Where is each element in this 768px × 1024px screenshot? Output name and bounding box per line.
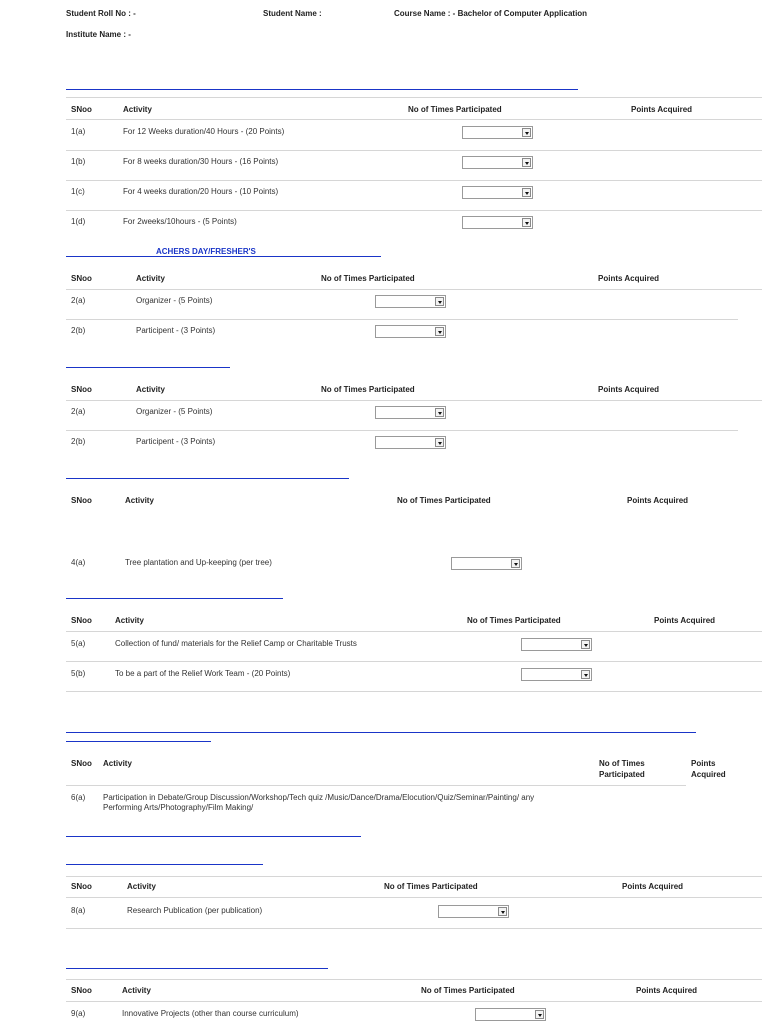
row-divider	[66, 180, 762, 181]
section-title-underline	[66, 741, 211, 742]
row-sno: 1(c)	[71, 187, 85, 196]
col-header-activity: Activity	[136, 274, 165, 283]
col-header-points: Points Acquired	[598, 385, 660, 394]
times-participated-select[interactable]	[462, 156, 533, 169]
row-divider	[66, 319, 738, 320]
section-title-underline	[66, 836, 361, 837]
col-header-activity: Activity	[136, 385, 165, 394]
chevron-down-icon	[581, 640, 590, 649]
times-participated-select[interactable]	[521, 638, 592, 651]
col-header-points-line2: Acquired	[691, 770, 726, 779]
times-participated-select[interactable]	[375, 325, 446, 338]
row-activity: Organizer - (5 Points)	[136, 407, 213, 416]
row-divider	[66, 631, 762, 632]
institute-name-label: Institute Name : -	[66, 30, 131, 39]
row-activity: Participent - (3 Points)	[136, 326, 216, 335]
col-header-sno: SNoo	[71, 496, 92, 505]
chevron-down-icon	[435, 408, 444, 417]
row-sno: 1(a)	[71, 127, 86, 136]
col-header-points: Points Acquired	[622, 882, 684, 891]
col-header-points: Points Acquired	[598, 274, 660, 283]
col-header-sno: SNoo	[71, 882, 92, 891]
row-sno: 5(b)	[71, 669, 86, 678]
row-sno: 8(a)	[71, 906, 86, 915]
row-divider	[66, 928, 762, 929]
chevron-down-icon	[522, 128, 531, 137]
student-roll-label: Student Roll No : -	[66, 9, 136, 18]
section-title-underline	[66, 732, 696, 733]
row-activity: Innovative Projects (other than course curriculum)	[122, 1009, 299, 1018]
col-header-times: No of Times Participated	[384, 882, 478, 891]
row-sno: 5(a)	[71, 639, 86, 648]
row-sno: 1(d)	[71, 217, 86, 226]
times-participated-select[interactable]	[462, 216, 533, 229]
section-title-underline	[66, 256, 381, 257]
course-name-label: Course Name : - Bachelor of Computer Application	[394, 9, 588, 18]
row-sno: 4(a)	[71, 558, 86, 567]
row-activity: For 4 weeks duration/20 Hours - (10 Points)	[123, 187, 279, 196]
row-sno: 1(b)	[71, 157, 86, 166]
times-participated-select[interactable]	[462, 186, 533, 199]
row-divider	[66, 289, 762, 290]
section-title: ACHERS DAY/FRESHER'S	[156, 247, 256, 256]
table-top-border	[66, 979, 762, 980]
times-participated-select[interactable]	[438, 905, 509, 918]
col-header-activity: Activity	[125, 496, 154, 505]
col-header-times: No of Times Participated	[397, 496, 491, 505]
col-header-points: Points Acquired	[636, 986, 698, 995]
col-header-points: Points Acquired	[654, 616, 716, 625]
col-header-sno: SNoo	[71, 759, 92, 768]
col-header-activity: Activity	[103, 759, 132, 768]
col-header-activity: Activity	[127, 882, 156, 891]
col-header-sno: SNoo	[71, 105, 92, 114]
row-divider	[66, 897, 762, 898]
col-header-times-line1: No of Times	[599, 759, 645, 768]
section-title-underline	[66, 864, 263, 865]
chevron-down-icon	[522, 158, 531, 167]
row-divider	[66, 210, 762, 211]
student-name-label: Student Name :	[263, 9, 322, 18]
section-title-underline	[66, 478, 349, 479]
row-divider	[66, 430, 738, 431]
col-header-activity: Activity	[122, 986, 151, 995]
row-activity: Research Publication (per publication)	[127, 906, 263, 915]
row-sno: 2(b)	[71, 437, 86, 446]
times-participated-select[interactable]	[375, 406, 446, 419]
chevron-down-icon	[522, 188, 531, 197]
col-header-times: No of Times Participated	[321, 274, 415, 283]
table-top-border	[66, 876, 762, 877]
row-sno: 2(b)	[71, 326, 86, 335]
row-activity: Participent - (3 Points)	[136, 437, 216, 446]
row-divider	[66, 661, 762, 662]
col-header-times: No of Times Participated	[321, 385, 415, 394]
row-sno: 2(a)	[71, 296, 86, 305]
table-top-border	[66, 97, 762, 98]
col-header-sno: SNoo	[71, 385, 92, 394]
row-divider	[66, 691, 762, 692]
row-divider	[66, 150, 762, 151]
row-activity: Tree plantation and Up-keeping (per tree)	[125, 558, 272, 567]
col-header-points: Points Acquired	[631, 105, 693, 114]
row-divider	[66, 400, 762, 401]
chevron-down-icon	[535, 1010, 544, 1019]
row-activity: For 2weeks/10hours - (5 Points)	[123, 217, 237, 226]
col-header-times: No of Times Participated	[467, 616, 561, 625]
col-header-sno: SNoo	[71, 274, 92, 283]
row-activity: Collection of fund/ materials for the Relief Camp or Charitable Trusts	[115, 639, 357, 648]
row-sno: 6(a)	[71, 793, 86, 802]
chevron-down-icon	[522, 218, 531, 227]
chevron-down-icon	[581, 670, 590, 679]
col-header-points: Points Acquired	[627, 496, 689, 505]
col-header-sno: SNoo	[71, 616, 92, 625]
row-activity: Participation in Debate/Group Discussion/Workshop/Tech quiz /Music/Dance/Drama/Elocution/Quiz/Seminar/Painting/ any Performing Arts/Photography/Film Making/	[103, 793, 535, 812]
times-participated-select[interactable]	[375, 295, 446, 308]
chevron-down-icon	[498, 907, 507, 916]
col-header-times-line2: Participated	[599, 770, 645, 779]
times-participated-select[interactable]	[375, 436, 446, 449]
times-participated-select[interactable]	[451, 557, 522, 570]
col-header-times: No of Times Participated	[408, 105, 502, 114]
col-header-activity: Activity	[115, 616, 144, 625]
section-title-underline	[66, 968, 328, 969]
times-participated-select[interactable]	[462, 126, 533, 139]
chevron-down-icon	[511, 559, 520, 568]
chevron-down-icon	[435, 297, 444, 306]
row-activity: For 12 Weeks duration/40 Hours - (20 Points)	[123, 127, 285, 136]
row-sno: 2(a)	[71, 407, 86, 416]
times-participated-select[interactable]	[475, 1008, 546, 1021]
col-header-activity: Activity	[123, 105, 152, 114]
times-participated-select[interactable]	[521, 668, 592, 681]
section-title-underline	[66, 89, 578, 90]
col-header-sno: SNoo	[71, 986, 92, 995]
row-sno: 9(a)	[71, 1009, 86, 1018]
chevron-down-icon	[435, 438, 444, 447]
row-activity: To be a part of the Relief Work Team - (20 Points)	[115, 669, 291, 678]
section-title-underline	[66, 598, 283, 599]
row-activity: For 8 weeks duration/30 Hours - (16 Points)	[123, 157, 279, 166]
row-divider	[66, 1001, 762, 1002]
row-divider	[66, 119, 762, 120]
row-activity: Organizer - (5 Points)	[136, 296, 213, 305]
row-divider	[66, 785, 686, 786]
col-header-times: No of Times Participated	[421, 986, 515, 995]
col-header-points-line1: Points	[691, 759, 716, 768]
section-title-underline	[66, 367, 230, 368]
chevron-down-icon	[435, 327, 444, 336]
